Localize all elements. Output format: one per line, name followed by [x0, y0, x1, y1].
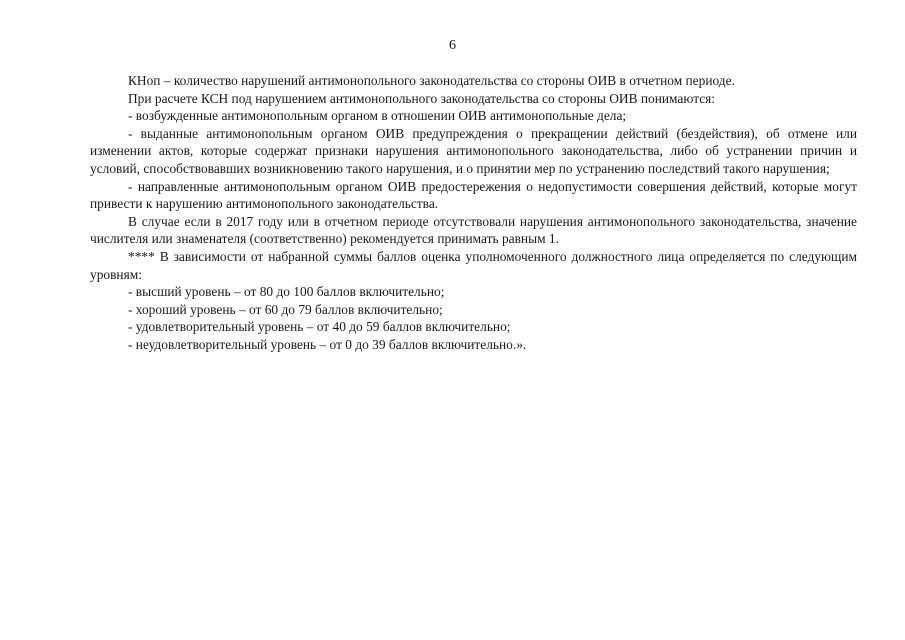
paragraph-violation-intro: При расчете КСН под нарушением антимонопольного законодательства со стороны ОИВ понимаются:	[128, 90, 716, 106]
list-item-level-satisfactory: - удовлетворительный уровень – от 40 до 59 баллов включительно;	[128, 319, 511, 335]
document-body	[90, 72, 857, 354]
list-item-issued-warnings: - выданные антимонопольным органом ОИВ предупреждения о прекращении действий (бездействия), об отмене или изменении актов, которые содержат признаки нарушения антимонопольного законодательства, либо об устранении причин и условий, способствовавших возникновению такого нарушения, и о принятии мер по устранению последствий такого нарушения;	[90, 125, 857, 176]
paragraph-knop-definition: КНоп – количество нарушений антимонопольного законодательства со стороны ОИВ в отчетном периоде.	[128, 73, 735, 88]
list-item-level-highest: - высший уровень – от 80 до 100 баллов включительно;	[128, 284, 445, 300]
list-item-sent-cautions: - направленные антимонопольным органом ОИВ предостережения о недопустимости совершения действий, которые могут привести к нарушению антимонопольного законодательства.	[90, 178, 857, 212]
paragraph-score-levels-intro: **** В зависимости от набранной суммы баллов оценка уполномоченного должностного лица определяется по следующим уровням:	[90, 248, 857, 282]
list-item-level-good: - хороший уровень – от 60 до 79 баллов включительно;	[128, 301, 443, 317]
paragraph-no-violations-case: В случае если в 2017 году или в отчетном периоде отсутствовали нарушения антимонопольного законодательства, значение числителя или знаменателя (соответственно) рекомендуется принимать равным 1.	[90, 213, 857, 247]
list-item-level-unsatisfactory: - неудовлетворительный уровень – от 0 до 39 баллов включительно.».	[128, 336, 527, 352]
page-number: 6	[449, 38, 456, 53]
list-item-initiated-cases: - возбужденные антимонопольным органом в отношении ОИВ антимонопольные дела;	[128, 108, 627, 124]
